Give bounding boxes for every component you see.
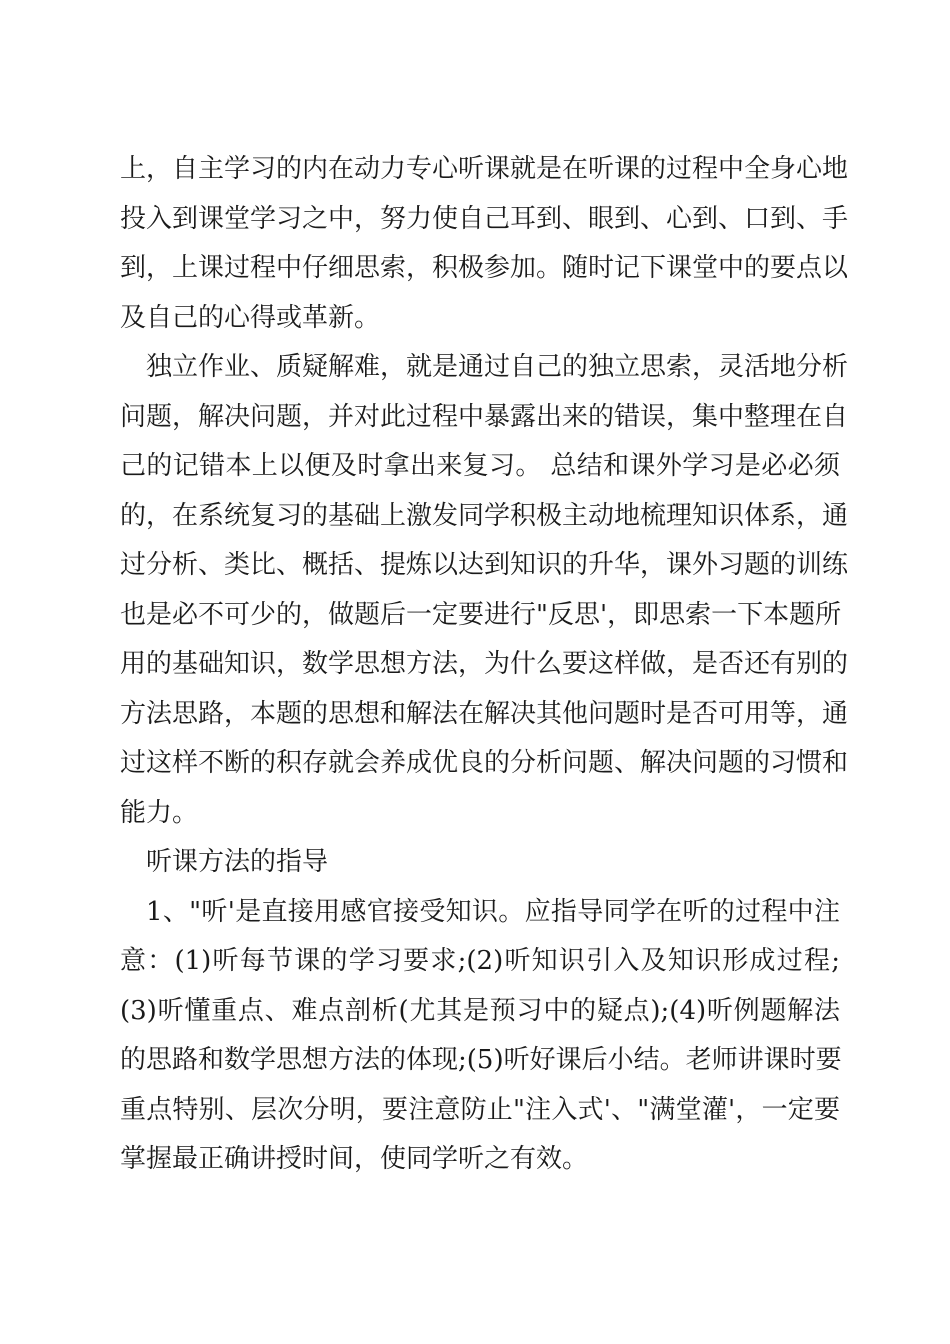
text-line: 的，在系统复习的基础上激发同学积极主动地梳理知识体系，通 [120,500,849,531]
paragraph-continuation [120,145,849,343]
text-line: 上，自主学习的内在动力专心听课就是在听课的过程中全身心地 [120,154,849,184]
text-line: (3)听懂重点、难点剖析(尤其是预习中的疑点);(4)听例题解法 [120,995,840,1026]
text-line: 到，上课过程中仔细思索，积极参加。随时记下课堂中的要点以 [120,253,849,283]
text-line: 过分析、类比、概括、提炼以达到知识的升华，课外习题的训练 [120,550,849,580]
text-line: 独立作业、质疑解难，就是通过自己的独立思索，灵活地分析 [146,352,849,382]
text-line: 1、"听'是直接用感官接受知识。应指导同学在听的过程中注 [146,896,840,927]
text-line: 问题，解决问题，并对此过程中暴露出来的错误，集中整理在自 [120,401,849,432]
section-heading-wrap [120,838,840,888]
paragraph-independent-work [120,343,849,838]
text-line: 掌握最正确讲授时间，使同学听之有效。 [120,1144,589,1174]
text-line: 投入到课堂学习之中，努力使自己耳到、眼到、心到、口到、手 [120,203,849,234]
text-line: 己的记错本上以便及时拿出来复习。 总结和课外学习是必必须 [120,451,840,481]
text-line: 能力。 [120,797,199,828]
text-line: 重点特别、层次分明，要注意防止"注入式'、"满堂灌'，一定要 [120,1094,840,1125]
text-line: 方法思路，本题的思想和解法在解决其他问题时是否可用等，通 [120,698,849,729]
text-line: 用的基础知识，数学思想方法，为什么要这样做，是否还有别的 [120,649,849,679]
paragraph-listening [120,888,840,1185]
text-line: 也是必不可少的，做题后一定要进行"反思'，即思索一下本题所 [120,599,842,630]
text-line: 及自己的心得或革新。 [120,302,381,333]
document-body [120,145,849,1185]
text-line: 的思路和数学思想方法的体现;(5)听好课后小结。老师讲课时要 [120,1045,842,1075]
text-line: 意：(1)听每节课的学习要求;(2)听知识引入及知识形成过程; [120,946,840,976]
section-heading: 听课方法的指导 [146,847,329,877]
text-line: 过这样不断的积存就会养成优良的分析问题、解决问题的习惯和 [120,748,849,778]
